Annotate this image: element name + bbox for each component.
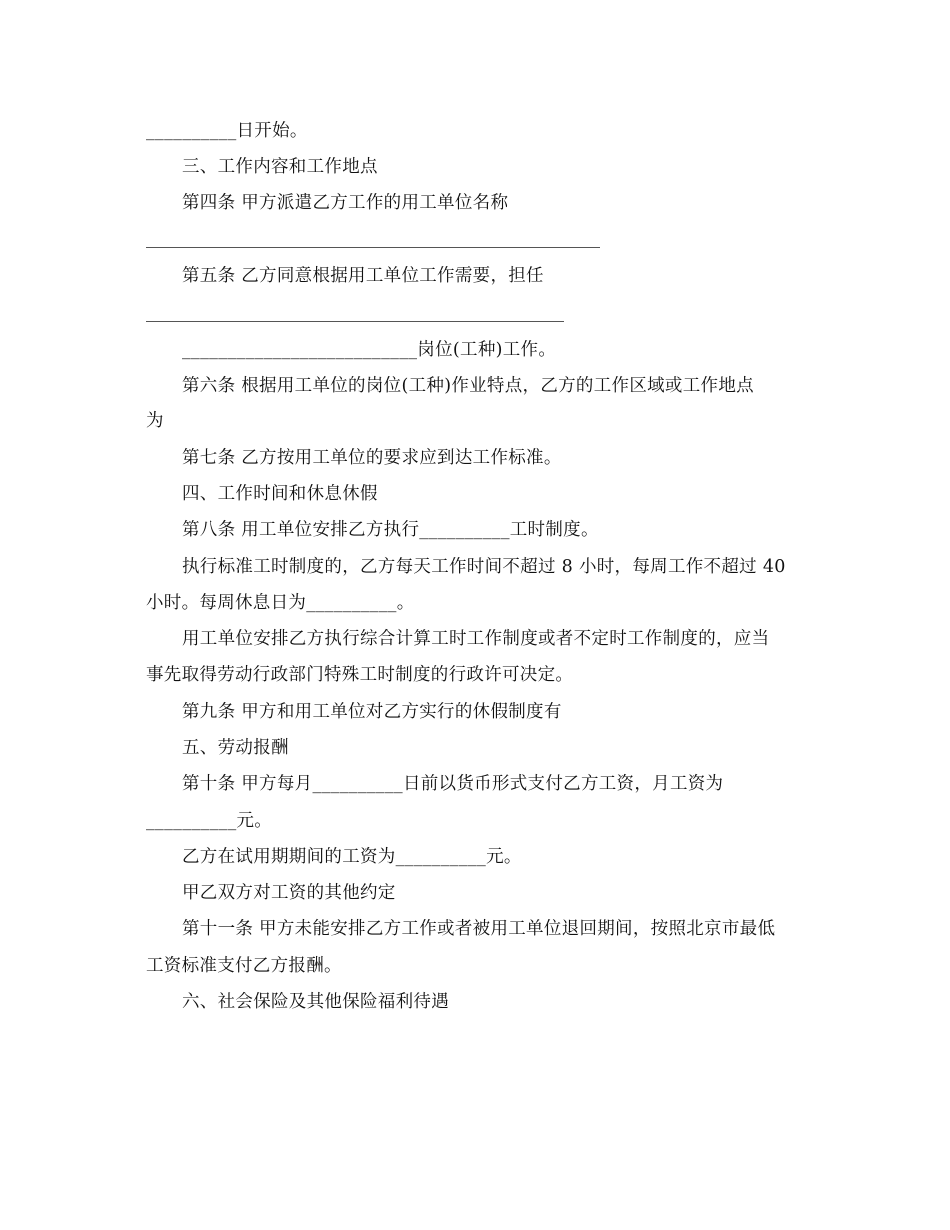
text-line: __________元。 [146,811,273,831]
section-heading: 三、工作内容和工作地点 [182,157,378,177]
text-line: 执行标准工时制度的，乙方每天工作时间不超过 8 小时，每周工作不超过 40 [182,557,786,577]
section-heading: 五、劳动报酬 [182,738,289,758]
blank-line [146,321,564,322]
section-heading: 四、工作时间和休息休假 [182,484,378,504]
text-line: 小时。每周休息日为__________。 [146,593,415,613]
text-line: 工资标准支付乙方报酬。 [146,956,342,976]
text-line: __________________________岗位(工种)工作。 [182,340,557,360]
article-4: 第四条 甲方派遣乙方工作的用工单位名称 [182,193,509,213]
text-line: 甲乙双方对工资的其他约定 [182,883,396,903]
article-5: 第五条 乙方同意根据用工单位工作需要，担任 [182,266,544,286]
text-line: 用工单位安排乙方执行综合计算工时工作制度或者不定时工作制度的，应当 [182,629,770,649]
section-heading: 六、社会保险及其他保险福利待遇 [182,992,449,1012]
article-10: 第十条 甲方每月__________日前以货币形式支付乙方工资，月工资为 [182,774,724,794]
text-line: 为 [146,411,164,431]
article-6: 第六条 根据用工单位的岗位(工种)作业特点，乙方的工作区域或工作地点 [182,376,754,396]
text-line: 乙方在试用期期间的工资为__________元。 [182,847,522,867]
blank-line [146,247,600,248]
text-line: 事先取得劳动行政部门特殊工时制度的行政许可决定。 [146,665,574,685]
article-11: 第十一条 甲方未能安排乙方工作或者被用工单位退回期间，按照北京市最低 [182,919,776,939]
article-8: 第八条 用工单位安排乙方执行__________工时制度。 [182,520,599,540]
article-7: 第七条 乙方按用工单位的要求应到达工作标准。 [182,448,562,468]
text-line: __________日开始。 [146,121,308,141]
article-9: 第九条 甲方和用工单位对乙方实行的休假制度有 [182,702,562,722]
